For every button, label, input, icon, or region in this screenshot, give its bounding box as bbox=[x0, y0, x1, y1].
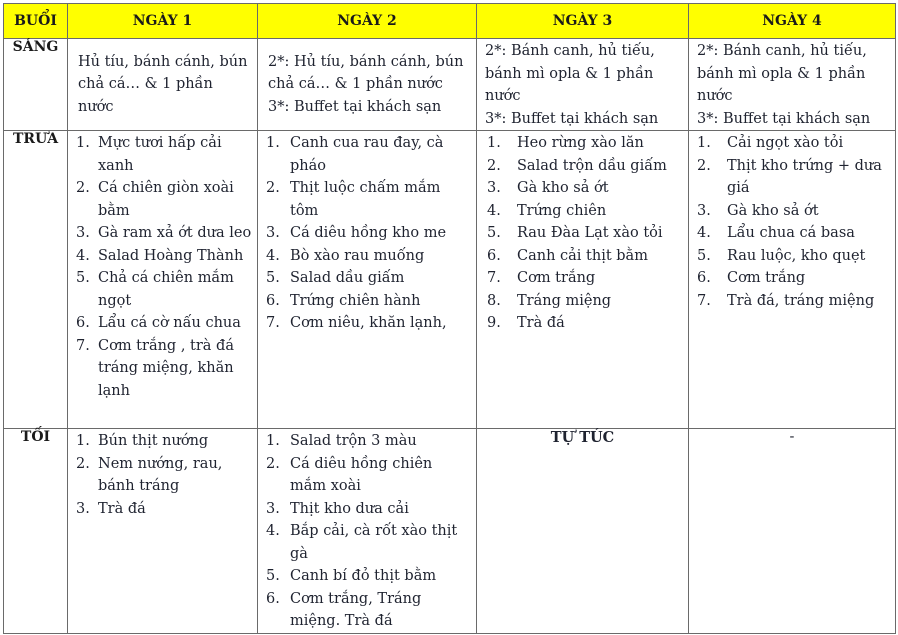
list-item-number: 6. bbox=[266, 590, 280, 607]
list-item-text: Heo rừng xào lăn bbox=[517, 135, 644, 151]
list-item-text: Salad Hoàng Thành bbox=[98, 247, 244, 264]
list-item-text: Lẩu chua cá basa bbox=[727, 225, 855, 241]
list-item bbox=[477, 200, 684, 223]
cell-dinner-day-2 bbox=[258, 429, 477, 634]
list-item-text: Cơm trắng bbox=[727, 270, 806, 286]
list-item-text: Rau Đàa Lạt xào tỏi bbox=[517, 225, 663, 241]
list-item-text: Canh bí đỏ thịt bằm bbox=[290, 568, 437, 584]
lunch-day-2-list bbox=[258, 131, 476, 335]
list-item-number: 6. bbox=[487, 247, 501, 264]
list-item-number: 2. bbox=[266, 180, 280, 196]
list-item bbox=[258, 520, 472, 565]
list-item-text: Cá chiên giòn xoài bằm bbox=[98, 180, 234, 219]
list-item bbox=[68, 177, 253, 222]
cell-lunch-day-4 bbox=[689, 131, 896, 429]
list-item bbox=[477, 245, 684, 268]
list-item-number: 8. bbox=[487, 292, 501, 309]
cell-morning-day-4 bbox=[689, 39, 896, 131]
header-day-3: NGÀY 3 bbox=[477, 4, 689, 39]
list-item-text: Cải ngọt xào tỏi bbox=[727, 135, 844, 151]
list-item-number: 1. bbox=[76, 433, 90, 449]
cell-dinner-day-1 bbox=[68, 429, 258, 634]
lunch-day-3-list bbox=[477, 131, 688, 335]
list-item-text: Canh cải thịt bằm bbox=[517, 247, 648, 264]
list-item-text: Thịt luộc chấm mắm tôm bbox=[290, 180, 441, 219]
list-item bbox=[477, 312, 684, 335]
list-item bbox=[258, 312, 472, 335]
list-item-text: Salad trộn 3 màu bbox=[290, 433, 417, 449]
row-lunch bbox=[4, 131, 896, 429]
list-item-text: Cơm trắng, Tráng miệng. Trà đá bbox=[290, 590, 422, 629]
list-item bbox=[68, 222, 253, 245]
list-item-text: Trà đá bbox=[98, 500, 146, 517]
list-item bbox=[689, 245, 891, 268]
list-item-text: Trà đá, tráng miệng bbox=[727, 292, 875, 309]
list-item bbox=[689, 267, 891, 290]
cell-morning-day-2 bbox=[258, 39, 477, 131]
list-item bbox=[68, 335, 253, 403]
list-item bbox=[477, 222, 684, 245]
morning-day-1-text: Hủ tíu, bánh cánh, bún chả cá… & 1 phần nước bbox=[78, 53, 248, 115]
list-item-text: Gà kho sả ớt bbox=[727, 202, 819, 219]
list-item-number: 1. bbox=[266, 433, 280, 449]
list-item-number: 5. bbox=[266, 568, 280, 584]
list-item-number: 5. bbox=[76, 270, 90, 286]
list-item-number: 4. bbox=[266, 523, 280, 539]
list-item bbox=[689, 132, 891, 155]
session-label-lunch: TRƯA bbox=[4, 131, 68, 429]
list-item bbox=[258, 430, 472, 453]
list-item-text: Chả cá chiên mắm ngọt bbox=[98, 270, 234, 309]
list-item-number: 5. bbox=[266, 270, 280, 286]
list-item-text: Salad trộn dầu giấm bbox=[517, 157, 667, 174]
list-item bbox=[258, 132, 472, 177]
list-item bbox=[477, 290, 684, 313]
meal-schedule-table bbox=[3, 3, 896, 634]
list-item-text: Rau luộc, kho quẹt bbox=[727, 247, 866, 264]
list-item-number: 4. bbox=[697, 225, 711, 241]
list-item bbox=[68, 245, 253, 268]
morning-day-3-text: 2*: Bánh canh, hủ tiếu, bánh mì opla & 1 phần nước 3*: Buffet tại khách sạn bbox=[485, 43, 659, 127]
list-item-text: Bắp cải, cà rốt xào thịt gà bbox=[290, 523, 458, 562]
list-item-text: Cơm trắng , trà đá tráng miệng, khăn lạnh bbox=[98, 337, 234, 399]
list-item-number: 3. bbox=[76, 500, 90, 517]
cell-morning-day-1 bbox=[68, 39, 258, 131]
list-item bbox=[258, 290, 472, 313]
list-item-text: Thịt kho trứng + dưa giá bbox=[727, 157, 882, 196]
cell-lunch-day-1 bbox=[68, 131, 258, 429]
list-item-number: 6. bbox=[266, 292, 280, 309]
list-item-text: Bò xào rau muống bbox=[290, 247, 425, 264]
list-item-text: Bún thịt nướng bbox=[98, 433, 209, 449]
list-item-number: 6. bbox=[697, 270, 711, 286]
header-day-1: NGÀY 1 bbox=[68, 4, 258, 39]
list-item-text: Mực tươi hấp cải xanh bbox=[98, 135, 222, 174]
cell-lunch-day-2 bbox=[258, 131, 477, 429]
list-item-number: 1. bbox=[266, 135, 280, 151]
list-item-number: 9. bbox=[487, 315, 501, 331]
list-item bbox=[689, 290, 891, 313]
list-item bbox=[258, 245, 472, 268]
list-item-number: 2. bbox=[76, 180, 90, 196]
header-day-4: NGÀY 4 bbox=[689, 4, 896, 39]
lunch-day-1-list bbox=[68, 131, 257, 402]
list-item bbox=[68, 430, 253, 453]
dinner-day-2-list bbox=[258, 429, 476, 633]
list-item bbox=[68, 312, 253, 335]
list-item-number: 1. bbox=[697, 135, 711, 151]
list-item bbox=[258, 177, 472, 222]
list-item-text: Nem nướng, rau, bánh tráng bbox=[98, 455, 223, 494]
list-item bbox=[68, 267, 253, 312]
list-item bbox=[68, 132, 253, 177]
list-item bbox=[689, 155, 891, 200]
row-dinner bbox=[4, 429, 896, 634]
morning-day-4-text: 2*: Bánh canh, hủ tiếu, bánh mì opla & 1 phần nước 3*: Buffet tại khách sạn bbox=[697, 43, 871, 127]
list-item bbox=[258, 565, 472, 588]
list-item bbox=[258, 222, 472, 245]
list-item-number: 5. bbox=[487, 225, 501, 241]
list-item-text: Trà đá bbox=[517, 315, 565, 331]
list-item-number: 7. bbox=[76, 337, 90, 354]
list-item-number: 4. bbox=[76, 247, 90, 264]
list-item bbox=[689, 200, 891, 223]
list-item-number: 4. bbox=[266, 247, 280, 264]
list-item-number: 2. bbox=[697, 157, 711, 174]
header-row bbox=[4, 4, 896, 39]
list-item-text: Trứng chiên bbox=[517, 202, 607, 219]
list-item-number: 3. bbox=[266, 500, 280, 517]
list-item bbox=[258, 453, 472, 498]
cell-lunch-day-3 bbox=[477, 131, 689, 429]
list-item bbox=[258, 267, 472, 290]
list-item-text: Canh cua rau đay, cà pháo bbox=[290, 135, 444, 174]
header-session: BUỔI bbox=[4, 4, 68, 39]
list-item-text: Lẩu cá cờ nấu chua bbox=[98, 315, 241, 331]
list-item bbox=[477, 177, 684, 200]
list-item-number: 3. bbox=[266, 225, 280, 241]
list-item bbox=[689, 222, 891, 245]
list-item-number: 5. bbox=[697, 247, 711, 264]
row-morning bbox=[4, 39, 896, 131]
list-item-number: 3. bbox=[697, 202, 711, 219]
list-item bbox=[477, 155, 684, 178]
list-item bbox=[258, 588, 472, 633]
list-item-text: Gà ram xả ớt dưa leo bbox=[98, 225, 252, 241]
list-item-number: 2. bbox=[266, 455, 280, 472]
lunch-day-4-list bbox=[689, 131, 895, 312]
list-item-text: Trứng chiên hành bbox=[290, 292, 421, 309]
list-item-text: Gà kho sả ớt bbox=[517, 180, 609, 196]
list-item-text: Tráng miệng bbox=[517, 292, 612, 309]
list-item-text: Cá diêu hồng chiên mắm xoài bbox=[290, 455, 433, 494]
list-item-number: 4. bbox=[487, 202, 501, 219]
list-item-text: Cơm trắng bbox=[517, 270, 596, 286]
list-item-number: 1. bbox=[487, 135, 501, 151]
list-item-text: Cơm niêu, khăn lạnh, bbox=[290, 315, 447, 331]
list-item-number: 2. bbox=[76, 455, 90, 472]
header-day-2: NGÀY 2 bbox=[258, 4, 477, 39]
cell-morning-day-3 bbox=[477, 39, 689, 131]
list-item-number: 7. bbox=[487, 270, 501, 286]
dinner-day-1-list bbox=[68, 429, 257, 520]
list-item-number: 3. bbox=[76, 225, 90, 241]
list-item-number: 3. bbox=[487, 180, 501, 196]
list-item-text: Cá diêu hồng kho me bbox=[290, 225, 447, 241]
morning-day-2-text: 2*: Hủ tíu, bánh cánh, bún chả cá… & 1 phần nước 3*: Buffet tại khách sạn bbox=[268, 53, 464, 115]
session-label-morning: SÁNG bbox=[4, 39, 68, 131]
cell-dinner-day-4: - bbox=[689, 429, 896, 634]
list-item-number: 2. bbox=[487, 157, 501, 174]
session-label-dinner: TỐI bbox=[4, 429, 68, 634]
cell-dinner-day-3: TỰ TÚC bbox=[477, 429, 689, 634]
list-item bbox=[477, 267, 684, 290]
list-item-number: 1. bbox=[76, 135, 90, 151]
list-item-number: 7. bbox=[697, 292, 711, 309]
list-item bbox=[477, 132, 684, 155]
list-item-number: 6. bbox=[76, 315, 90, 331]
list-item bbox=[258, 498, 472, 521]
list-item-number: 7. bbox=[266, 315, 280, 331]
list-item bbox=[68, 453, 253, 498]
list-item bbox=[68, 498, 253, 521]
list-item-text: Thịt kho dưa cải bbox=[290, 500, 409, 517]
list-item-text: Salad dầu giấm bbox=[290, 270, 405, 286]
